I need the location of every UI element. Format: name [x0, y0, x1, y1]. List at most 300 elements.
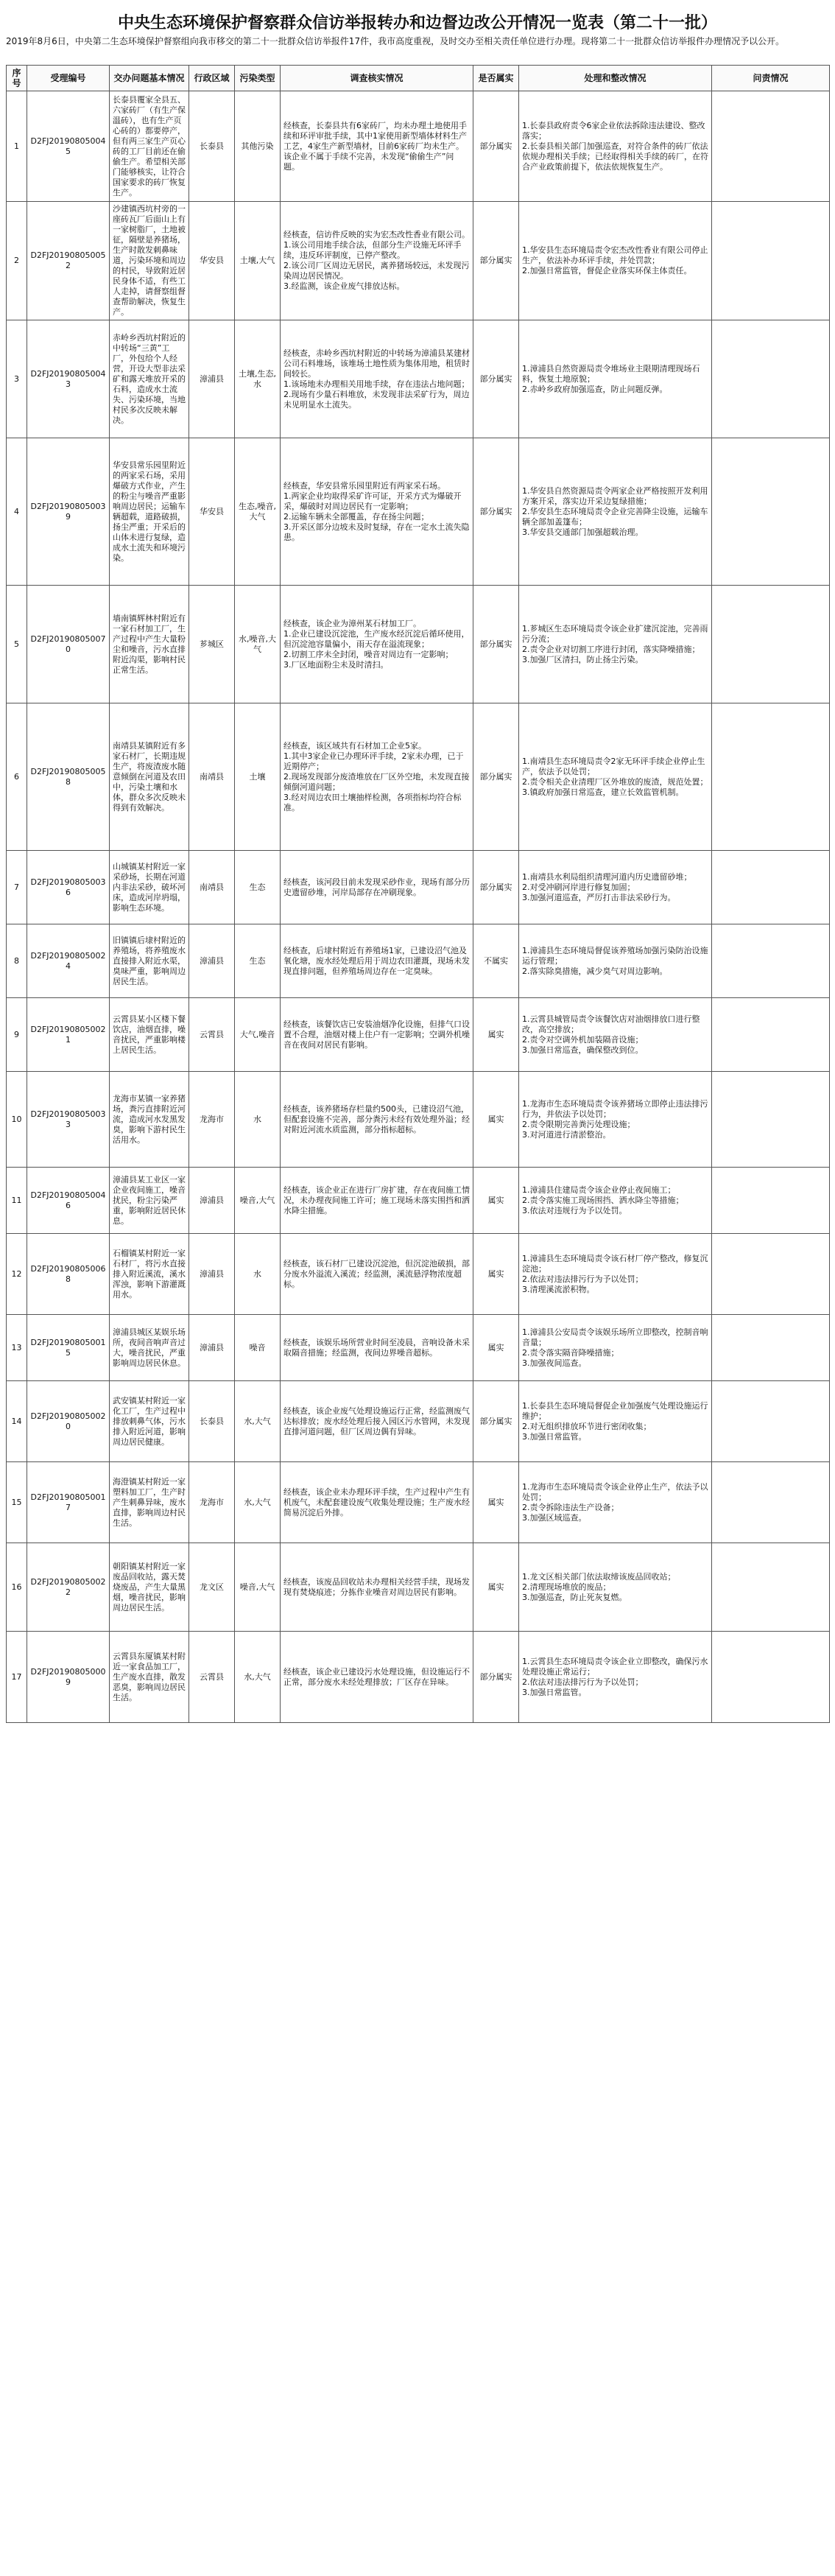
row-verdict — [473, 586, 519, 703]
row-finding — [281, 1543, 473, 1632]
row-type-text: 水 — [253, 1268, 261, 1279]
row-region-text: 长泰县 — [200, 1416, 224, 1426]
table-row — [7, 1632, 830, 1723]
row-code-text: D2FJ201908050052 — [30, 250, 106, 270]
row-issue — [110, 586, 189, 703]
row-finding — [281, 1234, 473, 1315]
row-type — [235, 1381, 281, 1462]
row-type — [235, 202, 281, 320]
row-action — [519, 924, 712, 998]
row-finding — [281, 1632, 473, 1723]
row-number-text: 1 — [14, 141, 19, 151]
row-region — [189, 851, 235, 924]
table-row — [7, 1462, 830, 1543]
row-code — [27, 1072, 110, 1168]
header-region: 行政区域 — [189, 66, 235, 91]
row-type — [235, 851, 281, 924]
row-verdict — [473, 1543, 519, 1632]
row-action — [519, 1234, 712, 1315]
row-action-text: 1.龙海市生态环境局责令该企业停止生产，依法予以处罚； 2.责令拆除违法生产设备； 3.加强区域巡查。 — [522, 1481, 708, 1523]
row-finding — [281, 586, 473, 703]
row-accountability — [712, 91, 830, 202]
header-issue: 交办问题基本情况 — [110, 66, 189, 91]
row-type — [235, 438, 281, 586]
row-code — [27, 1381, 110, 1462]
row-region — [189, 1543, 235, 1632]
row-region — [189, 1072, 235, 1168]
row-type — [235, 1072, 281, 1168]
row-action — [519, 1072, 712, 1168]
row-number-text: 9 — [14, 1029, 19, 1039]
row-accountability — [712, 1234, 830, 1315]
table-row — [7, 851, 830, 924]
row-number-text: 5 — [14, 639, 19, 649]
row-code — [27, 320, 110, 438]
row-action-text: 1.长泰县生态环境局督促企业加强废气处理设施运行维护； 2.对无组织排放环节进行密闭收集； 3.加强日常监管。 — [522, 1400, 708, 1442]
row-type-text: 噪音 — [249, 1342, 266, 1352]
row-action — [519, 1462, 712, 1543]
row-number — [7, 1462, 27, 1543]
row-number — [7, 1168, 27, 1234]
row-issue-text: 云霄县东厦镇某村附近一家食品加工厂，生产废水直排，散发恶臭，影响周边居民生活。 — [113, 1651, 186, 1702]
row-code-text: D2FJ201908050033 — [30, 1109, 106, 1129]
row-verdict — [473, 1315, 519, 1381]
row-issue-text: 长泰县覆家全县五、六家砖厂（有生产保温砖），也有生产页心砖的）都要停产，但有两三家生产页心砖的工厂目前还在偷偷生产。希望相关部门能够核实，让符合国家要求的砖厂恢复生产。 — [113, 94, 186, 197]
row-action — [519, 1543, 712, 1632]
row-code — [27, 1632, 110, 1723]
table-row — [7, 91, 830, 202]
row-verdict — [473, 1381, 519, 1462]
row-verdict — [473, 320, 519, 438]
row-issue — [110, 91, 189, 202]
row-region-text: 漳浦县 — [200, 1342, 224, 1352]
row-finding-text: 经核查，该餐饮店已安装油烟净化设施，但排气口设置不合理，油烟对楼上住户有一定影响；空调外机噪音在夜间对居民有影响。 — [283, 1019, 470, 1050]
row-issue-text: 南靖县某镇附近有多家石材厂，长期违规生产，将废渣废水随意倾倒在河道及农田中，污染土壤和水体，群众多次反映未得到有效解决。 — [113, 740, 186, 813]
row-issue — [110, 1381, 189, 1462]
row-issue-text: 漳浦县某工业区一家企业夜间施工，噪音扰民，粉尘污染严重，影响附近居民休息。 — [113, 1174, 186, 1226]
row-number — [7, 438, 27, 586]
header-finding: 调查核实情况 — [281, 66, 473, 91]
row-number-text: 17 — [11, 1671, 22, 1682]
row-type-text: 水,大气 — [244, 1497, 271, 1507]
row-type — [235, 586, 281, 703]
row-action — [519, 998, 712, 1072]
row-accountability — [712, 202, 830, 320]
row-region-text: 华安县 — [200, 506, 224, 516]
row-accountability — [712, 998, 830, 1072]
row-number-text: 4 — [14, 506, 19, 516]
row-type — [235, 703, 281, 851]
row-region — [189, 924, 235, 998]
row-action-text: 1.长泰县政府责令6家企业依法拆除违法建设、整改落实； 2.长泰县相关部门加强巡查，对符合条件的砖厂依法依规办理相关手续；已经取得相关手续的砖厂，在符合产业政策前提下，依法依规恢复生产。 — [522, 120, 708, 172]
row-type-text: 土壤,生态,水 — [239, 368, 276, 389]
row-number — [7, 1315, 27, 1381]
row-action-text: 1.漳浦县公安局责令该娱乐场所立即整改，控制音响音量； 2.责令落实隔音降噪措施； 3.加强夜间巡查。 — [522, 1327, 708, 1368]
row-region-text: 南靖县 — [200, 882, 224, 892]
row-issue — [110, 1234, 189, 1315]
row-verdict — [473, 91, 519, 202]
table-row — [7, 1381, 830, 1462]
row-verdict — [473, 1168, 519, 1234]
row-number — [7, 998, 27, 1072]
row-finding-text: 经核查，后埭村附近有养殖场1家，已建设沼气池及氧化塘，废水经处理后用于周边农田灌溉，现场未发现直排问题，但养殖场周边存在一定臭味。 — [283, 945, 470, 976]
row-finding-text: 经核查，该企业废气处理设施运行正常，经监测废气达标排放；废水经处理后接入园区污水管网，未发现直排河道问题，但厂区周边偶有异味。 — [283, 1405, 470, 1436]
row-region — [189, 998, 235, 1072]
row-accountability — [712, 1072, 830, 1168]
row-action — [519, 851, 712, 924]
row-verdict-text: 属实 — [487, 1029, 504, 1039]
row-region — [189, 1168, 235, 1234]
row-issue-text: 沙建镇西坑村旁的一座砖瓦厂后面山上有一家树脂厂，土地被征，隔壁是养猪场，生产时散发刺鼻味道，污染环境和周边的村民，导致附近居民身体不适，有些工人走掉，请督察组督查帮助解决，恢复生产。 — [113, 204, 186, 317]
row-finding-text: 经核查，该企业未办理环评手续，生产过程中产生有机废气，未配套建设废气收集处理设施；生产废水经简易沉淀后外排。 — [283, 1487, 470, 1517]
row-code-text: D2FJ201908050039 — [30, 501, 106, 522]
row-number — [7, 1381, 27, 1462]
row-issue-text: 云霄县某小区楼下餐饮店，油烟直排，噪音扰民，严重影响楼上居民生活。 — [113, 1014, 186, 1055]
row-issue-text: 山城镇某村附近一家采砂场，长期在河道内非法采砂，破坏河床，造成河岸坍塌，影响生态环境。 — [113, 861, 186, 913]
row-verdict-text: 属实 — [487, 1497, 504, 1507]
row-code-text: D2FJ201908050021 — [30, 1024, 106, 1045]
row-number-text: 14 — [11, 1416, 22, 1426]
row-region — [189, 202, 235, 320]
row-verdict — [473, 998, 519, 1072]
row-number — [7, 202, 27, 320]
row-region-text: 云霄县 — [200, 1671, 224, 1682]
row-issue — [110, 438, 189, 586]
row-finding-text: 经核查，该养猪场存栏量约500头，已建设沼气池，但配套设施不完善，部分粪污未经有效处理外溢；经对附近河流水质监测，部分指标超标。 — [283, 1103, 470, 1134]
row-finding — [281, 320, 473, 438]
row-code — [27, 1462, 110, 1543]
row-finding-text: 经核查，该企业已建设污水处理设施，但设施运行不正常，部分废水未经处理排放；厂区存在异味。 — [283, 1666, 470, 1687]
row-action — [519, 438, 712, 586]
row-region-text: 华安县 — [200, 256, 224, 265]
row-type-text: 土壤 — [249, 771, 266, 782]
row-region-text: 漳浦县 — [200, 955, 224, 966]
row-accountability — [712, 586, 830, 703]
table-row — [7, 998, 830, 1072]
row-code-text: D2FJ201908050009 — [30, 1666, 106, 1687]
row-type-text: 噪音,大气 — [239, 1582, 275, 1592]
row-number — [7, 91, 27, 202]
row-issue-text: 石榴镇某村附近一家石材厂，将污水直接排入附近溪流，溪水浑浊，影响下游灌溉用水。 — [113, 1248, 186, 1299]
row-finding-text: 经核查，该企业为漳州某石材加工厂。 1.企业已建设沉淀池，生产废水经沉淀后循环使用，但沉淀池容量偏小，雨天存在溢流现象； 2.切割工序未全封闭，噪音对周边有一定影响； 3.厂区地面粉尘未及时清扫。 — [283, 618, 470, 670]
header-type: 污染类型 — [235, 66, 281, 91]
row-type — [235, 1543, 281, 1632]
row-code — [27, 438, 110, 586]
table-row — [7, 202, 830, 320]
row-region — [189, 1381, 235, 1462]
row-accountability — [712, 1168, 830, 1234]
row-verdict-text: 属实 — [487, 1268, 504, 1279]
row-number-text: 11 — [11, 1195, 22, 1205]
row-issue — [110, 1632, 189, 1723]
row-region-text: 龙文区 — [200, 1582, 224, 1592]
row-finding-text: 经核查，长泰县共有6家砖厂，均未办理土地使用手续和环评审批手续，其中1家使用新型墙体材料生产工艺，4家生产新型墙材，目前6家砖厂均未生产。该企业不属于手续不完善，未发现“偷偷生产”问题。 — [283, 120, 467, 172]
row-accountability — [712, 438, 830, 586]
row-issue-text: 华安县常乐园里附近的两家采石场，采用爆破方式作业，产生的粉尘与噪音严重影响周边居民；运输车辆超载，道路破损，扬尘严重；开采后的山体未进行复绿，造成水土流失和环境污染。 — [113, 460, 186, 563]
header-code: 受理编号 — [27, 66, 110, 91]
row-number-text: 13 — [11, 1342, 22, 1352]
document-intro: 2019年8月6日，中央第二生态环境保护督察组向我市移交的第二十一批群众信访举报件17件，我市高度重视，及时交办至相关责任单位进行办理。现将第二十一批群众信访举报件办理情况予以公开。 — [6, 36, 785, 46]
row-code — [27, 1543, 110, 1632]
row-region — [189, 1315, 235, 1381]
row-action-text: 1.南靖县生态环境局责令2家无环评手续企业停止生产，依法予以处罚； 2.责令相关企业清理厂区外堆放的废渣，规范处置； 3.镇政府加强日常巡查，建立长效监管机制。 — [522, 756, 708, 797]
row-issue-text: 海澄镇某村附近一家塑料加工厂，生产时产生刺鼻异味，废水直排，影响周边村民生活。 — [113, 1476, 186, 1528]
row-action-text: 1.华安县生态环境局责令宏杰改性香业有限公司停止生产，依法补办环评手续，并处罚款； 2.加强日常监管，督促企业落实环保主体责任。 — [522, 245, 708, 276]
row-type — [235, 1168, 281, 1234]
row-number-text: 6 — [14, 771, 19, 782]
row-code-text: D2FJ201908050022 — [30, 1576, 106, 1597]
row-action-text: 1.漳浦县生态环境局责令该石材厂停产整改，修复沉淀池； 2.依法对违法排污行为予以处罚； 3.清理溪流淤积物。 — [522, 1253, 708, 1294]
row-finding — [281, 851, 473, 924]
row-issue — [110, 1168, 189, 1234]
table-row — [7, 1072, 830, 1168]
row-issue — [110, 1462, 189, 1543]
complaint-table — [6, 65, 830, 1723]
row-region — [189, 1632, 235, 1723]
row-type — [235, 1632, 281, 1723]
row-finding — [281, 998, 473, 1072]
row-issue-text: 漳浦县城区某娱乐场所，夜间音响声音过大，噪音扰民，严重影响周边居民休息。 — [113, 1327, 186, 1368]
row-region — [189, 703, 235, 851]
row-region-text: 漳浦县 — [200, 1195, 224, 1205]
table-row — [7, 320, 830, 438]
row-number — [7, 320, 27, 438]
row-verdict — [473, 851, 519, 924]
row-action-text: 1.龙海市生态环境局责令该养猪场立即停止违法排污行为，并依法予以处罚； 2.责令限期完善粪污处理设施； 3.对河道进行清淤整治。 — [522, 1098, 708, 1140]
row-verdict-text: 部分属实 — [479, 1416, 512, 1426]
row-verdict-text: 部分属实 — [479, 373, 512, 384]
row-finding — [281, 1315, 473, 1381]
row-verdict-text: 属实 — [487, 1195, 504, 1205]
row-action — [519, 1168, 712, 1234]
row-finding-text: 经核查，该石材厂已建设沉淀池，但沉淀池破损，部分废水外溢流入溪流；经监测，溪流悬浮物浓度超标。 — [283, 1258, 470, 1289]
row-type-text: 水,大气 — [244, 1671, 271, 1682]
row-verdict — [473, 1632, 519, 1723]
row-action — [519, 1381, 712, 1462]
row-issue — [110, 1543, 189, 1632]
row-finding — [281, 438, 473, 586]
row-finding — [281, 924, 473, 998]
row-verdict — [473, 1462, 519, 1543]
row-type-text: 土壤,大气 — [239, 256, 275, 265]
header-account: 问责情况 — [712, 66, 830, 91]
row-number — [7, 851, 27, 924]
row-accountability — [712, 1315, 830, 1381]
row-finding — [281, 1072, 473, 1168]
row-code — [27, 703, 110, 851]
row-finding-text: 经核查，华安县常乐园里附近有两家采石场。 1.两家企业均取得采矿许可证，开采方式为爆破开采，爆破时对周边居民有一定影响； 2.运输车辆未全部覆盖，存在扬尘问题； 3.开采区部分边坡未及时复绿，存在一定水土流失隐患。 — [283, 480, 470, 542]
row-code — [27, 202, 110, 320]
row-code-text: D2FJ201908050070 — [30, 634, 106, 654]
row-verdict — [473, 438, 519, 586]
row-region-text: 长泰县 — [200, 141, 224, 151]
table-row — [7, 438, 830, 586]
row-type — [235, 91, 281, 202]
row-accountability — [712, 1632, 830, 1723]
row-action — [519, 202, 712, 320]
row-issue — [110, 851, 189, 924]
table-row — [7, 1315, 830, 1381]
table-row — [7, 703, 830, 851]
row-number-text: 15 — [11, 1497, 22, 1507]
row-number-text: 12 — [11, 1268, 22, 1279]
row-number — [7, 586, 27, 703]
row-verdict-text: 部分属实 — [479, 1671, 512, 1682]
row-issue — [110, 202, 189, 320]
row-number-text: 8 — [14, 955, 19, 966]
row-issue — [110, 998, 189, 1072]
row-type-text: 生态 — [249, 955, 266, 966]
document-title: 中央生态环境保护督察群众信访举报转办和边督边改公开情况一览表（第二十一批） — [117, 14, 717, 32]
row-type — [235, 1462, 281, 1543]
row-region — [189, 91, 235, 202]
row-code — [27, 586, 110, 703]
row-code-text: D2FJ201908050046 — [30, 1190, 106, 1210]
row-number — [7, 1632, 27, 1723]
row-action-text: 1.漳浦县生态环境局督促该养殖场加强污染防治设施运行管理； 2.落实除臭措施，减少臭气对周边影响。 — [522, 945, 708, 976]
row-type — [235, 998, 281, 1072]
row-action-text: 1.漳浦县自然资源局责令堆场业主限期清理现场石料，恢复土地原貌； 2.赤岭乡政府加强巡查，防止问题反弹。 — [522, 363, 700, 394]
row-code-text: D2FJ201908050036 — [30, 877, 106, 897]
row-region — [189, 438, 235, 586]
table-row — [7, 586, 830, 703]
row-accountability — [712, 1462, 830, 1543]
row-region-text: 漳浦县 — [200, 1268, 224, 1279]
row-code-text: D2FJ201908050017 — [30, 1492, 106, 1512]
row-finding-text: 经核查，该企业正在进行厂房扩建，存在夜间施工情况，未办理夜间施工许可；施工现场未落实围挡和洒水降尘措施。 — [283, 1185, 470, 1215]
row-verdict-text: 部分属实 — [479, 882, 512, 892]
row-finding-text: 经核查，信访件反映的实为宏杰改性香业有限公司。 1.该公司用地手续合法，但部分生产设施无环评手续，违反环评制度，已停产整改。 2.该公司厂区周边无居民，离养猪场较远，未发现污染周边居民情况。 3.经监测，该企业废气排放达标。 — [283, 230, 470, 291]
row-number-text: 10 — [11, 1114, 22, 1124]
row-type-text: 大气,噪音 — [239, 1029, 275, 1039]
row-type-text: 噪音,大气 — [239, 1195, 275, 1205]
row-accountability — [712, 851, 830, 924]
row-action-text: 1.芗城区生态环境局责令该企业扩建沉淀池，完善雨污分流； 2.责令企业对切割工序进行封闭，落实降噪措施； 3.加强厂区清扫，防止扬尘污染。 — [522, 623, 708, 664]
table-row — [7, 1168, 830, 1234]
row-region-text: 龙海市 — [200, 1497, 224, 1507]
row-code-text: D2FJ201908050058 — [30, 766, 106, 787]
row-code — [27, 998, 110, 1072]
row-type-text: 其他污染 — [241, 141, 274, 151]
row-finding-text: 经核查，该废品回收站未办理相关经营手续，现场发现有焚烧痕迹；分拣作业噪音对周边居民有影响。 — [283, 1576, 470, 1597]
row-region — [189, 1234, 235, 1315]
row-finding-text: 经核查，该区域共有石材加工企业5家。 1.其中3家企业已办理环评手续，2家未办理，已于近期停产； 2.现场发现部分废渣堆放在厂区外空地，未发现直接倾倒河道问题； 3.经对周边农田土壤抽样检测，各项指标均符合标准。 — [283, 740, 470, 813]
row-region-text: 云霄县 — [200, 1029, 224, 1039]
row-number-text: 7 — [14, 882, 19, 892]
row-action — [519, 320, 712, 438]
row-verdict-text: 不属实 — [484, 955, 508, 966]
row-number-text: 3 — [14, 373, 19, 384]
row-finding — [281, 1462, 473, 1543]
row-issue-text: 武安镇某村附近一家化工厂，生产过程中排放刺鼻气体，污水排入附近河道，影响周边居民健康。 — [113, 1395, 186, 1447]
row-finding-text: 经核查，该河段目前未发现采砂作业，现场有部分历史遗留砂堆，河岸局部存在冲刷现象。 — [283, 877, 470, 897]
row-issue-text: 墙南镇辉林村附近有一家石材加工厂，生产过程中产生大量粉尘和噪音，污水直排附近沟渠，影响村民正常生活。 — [113, 613, 186, 675]
header-no: 序号 — [7, 66, 27, 91]
row-issue-text: 朝阳镇某村附近一家废品回收站，露天焚烧废品，产生大量黑烟，噪音扰民，影响周边居民生活。 — [113, 1561, 186, 1612]
row-verdict — [473, 703, 519, 851]
row-region — [189, 586, 235, 703]
row-action — [519, 586, 712, 703]
row-verdict-text: 属实 — [487, 1342, 504, 1352]
row-type-text: 水 — [253, 1114, 261, 1124]
row-region-text: 漳浦县 — [200, 373, 224, 384]
row-finding-text: 经核查，赤岭乡西坑村附近的中转场为漳浦县某建材公司石料堆场，该堆场土地性质为集体用地，租赁时间较长。 1.该场地未办理相关用地手续，存在违法占地问题； 2.现场有少量石料堆放，未发现非法采矿行为，周边未见明显水土流失。 — [283, 348, 470, 410]
row-issue — [110, 924, 189, 998]
row-verdict-text: 部分属实 — [479, 256, 512, 265]
table-row — [7, 1543, 830, 1632]
row-type-text: 水,噪音,大气 — [239, 634, 276, 654]
row-number — [7, 924, 27, 998]
row-verdict-text: 部分属实 — [479, 639, 512, 649]
row-issue-text: 旧镇镇后埭村附近的养殖场，将养殖废水直接排入附近水渠，臭味严重，影响周边居民生活。 — [113, 935, 186, 986]
table-header-row — [7, 66, 830, 91]
row-code-text: D2FJ201908050043 — [30, 368, 106, 389]
row-issue-text: 赤岭乡西坑村附近的中转场“三黄”工厂，外包给个人经营，开设大型非法采矿和露天堆放开采的石料，造成水土流失、污染环境，当地村民多次反映未解决。 — [113, 332, 186, 425]
row-type-text: 生态,噪音,大气 — [239, 501, 276, 522]
row-verdict-text: 属实 — [487, 1114, 504, 1124]
row-finding — [281, 1381, 473, 1462]
row-number — [7, 703, 27, 851]
table-body — [7, 91, 830, 1723]
row-finding — [281, 91, 473, 202]
row-verdict-text: 部分属实 — [479, 141, 512, 151]
row-action — [519, 1632, 712, 1723]
row-type-text: 生态 — [249, 882, 266, 892]
table-row — [7, 1234, 830, 1315]
row-action-text: 1.云霄县城管局责令该餐饮店对油烟排放口进行整改，高空排放； 2.责令对空调外机加装隔音设施； 3.加强日常巡查，确保整改到位。 — [522, 1014, 700, 1055]
table-row — [7, 924, 830, 998]
row-code — [27, 1234, 110, 1315]
row-number — [7, 1543, 27, 1632]
row-action-text: 1.南靖县水利局组织清理河道内历史遗留砂堆； 2.对受冲刷河岸进行修复加固； 3.加强河道巡查，严厉打击非法采砂行为。 — [522, 871, 692, 902]
row-action-text: 1.云霄县生态环境局责令该企业立即整改，确保污水处理设施正常运行； 2.依法对违法排污行为予以处罚； 3.加强日常监管。 — [522, 1656, 708, 1697]
row-verdict — [473, 202, 519, 320]
row-accountability — [712, 1543, 830, 1632]
row-type — [235, 924, 281, 998]
row-code-text: D2FJ201908050024 — [30, 950, 106, 971]
row-finding-text: 经核查，该娱乐场所营业时间至凌晨，音响设备未采取隔音措施；经监测，夜间边界噪音超标。 — [283, 1337, 470, 1358]
row-region-text: 南靖县 — [200, 771, 224, 782]
row-number — [7, 1072, 27, 1168]
row-finding — [281, 703, 473, 851]
row-number-text: 2 — [14, 256, 19, 265]
row-code — [27, 851, 110, 924]
row-type — [235, 1315, 281, 1381]
row-type — [235, 1234, 281, 1315]
row-action-text: 1.华安县自然资源局责令两家企业严格按照开发利用方案开采，落实边开采边复绿措施； 2.华安县生态环境局责令企业完善降尘设施，运输车辆全部加盖篷布； 3.华安县交通部门加强超载治理。 — [522, 485, 708, 537]
row-region-text: 芗城区 — [200, 639, 224, 649]
row-number — [7, 1234, 27, 1315]
header-action: 处理和整改情况 — [519, 66, 712, 91]
row-type — [235, 320, 281, 438]
header-true: 是否属实 — [473, 66, 519, 91]
row-number-text: 16 — [11, 1582, 22, 1592]
row-issue — [110, 1315, 189, 1381]
row-code-text: D2FJ201908050015 — [30, 1337, 106, 1358]
row-verdict-text: 部分属实 — [479, 771, 512, 782]
row-type-text: 水,大气 — [244, 1416, 271, 1426]
row-code — [27, 1315, 110, 1381]
row-issue — [110, 320, 189, 438]
row-verdict — [473, 1072, 519, 1168]
row-finding — [281, 1168, 473, 1234]
row-issue — [110, 1072, 189, 1168]
row-region — [189, 320, 235, 438]
row-code — [27, 924, 110, 998]
row-verdict — [473, 924, 519, 998]
row-verdict — [473, 1234, 519, 1315]
row-accountability — [712, 1381, 830, 1462]
